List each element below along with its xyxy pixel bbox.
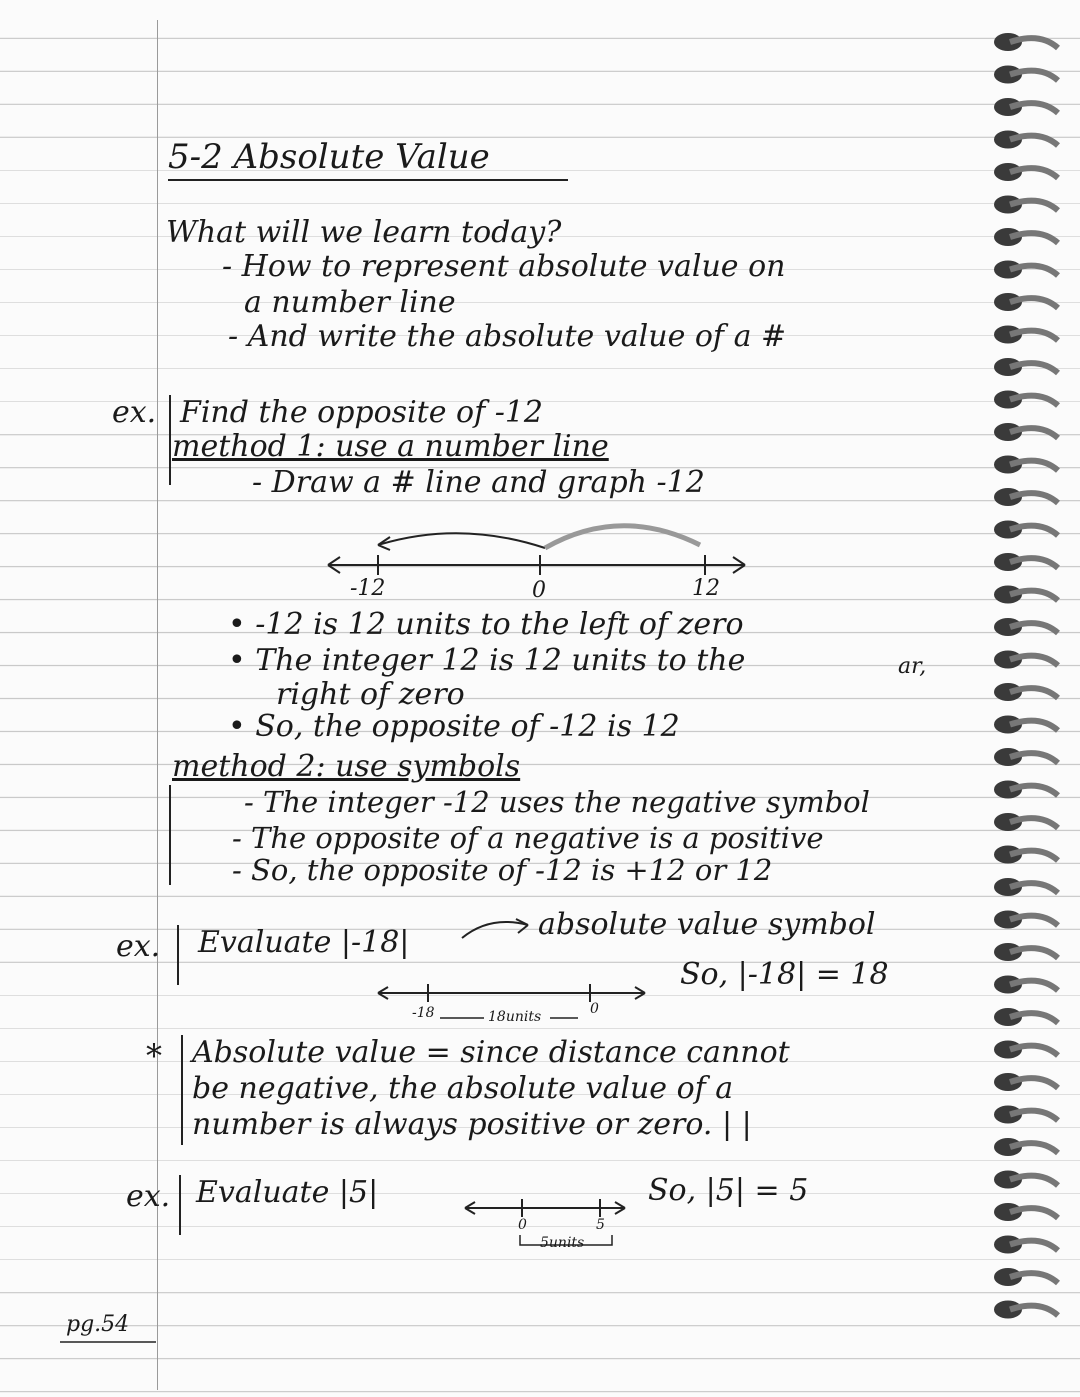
example-2-result: So, |-18| = 18 xyxy=(680,957,889,992)
example-2-annotation: absolute value symbol xyxy=(538,907,876,942)
nl3-span-label: 5units xyxy=(540,1235,585,1251)
example-2-prompt: Evaluate |-18| xyxy=(198,925,410,960)
definition-line-1: Absolute value = since distance cannot xyxy=(192,1035,790,1070)
tick-label-12: 12 xyxy=(692,576,720,601)
method-2-step-3: - So, the opposite of -12 is +12 or 12 xyxy=(232,853,773,887)
nl2-span-label: 18units xyxy=(488,1009,542,1025)
method-1-bullet-2: • The integer 12 is 12 units to the xyxy=(228,643,746,678)
example-2-label: ex. xyxy=(116,929,161,964)
example-3-result: So, |5| = 5 xyxy=(648,1173,809,1208)
page-title: 5-2 Absolute Value xyxy=(168,137,490,177)
nl2-right-label: 0 xyxy=(590,1001,599,1017)
nl3-left-label: 0 xyxy=(518,1217,527,1233)
stray-mark: ar, xyxy=(898,654,927,679)
nl2-left-label: -18 xyxy=(412,1005,435,1021)
definition-line-2: be negative, the absolute value of a xyxy=(192,1071,734,1106)
objective-item-3: - And write the absolute value of a # xyxy=(228,319,787,354)
method-2-heading: method 2: use symbols xyxy=(172,749,521,784)
tick-label-neg12: -12 xyxy=(350,576,386,601)
method-1-step: - Draw a # line and graph -12 xyxy=(252,465,705,500)
objective-item-2: a number line xyxy=(244,285,456,320)
method-1-bullet-3: • So, the opposite of -12 is 12 xyxy=(228,709,680,744)
page-number-underline xyxy=(60,1340,160,1344)
method-1-bullet-2-cont: right of zero xyxy=(276,677,465,712)
tick-label-zero: 0 xyxy=(532,578,546,603)
example-3-label: ex. xyxy=(126,1179,171,1214)
method-1-bullet-1: • -12 is 12 units to the left of zero xyxy=(228,607,744,642)
definition-line-3: number is always positive or zero. | | xyxy=(192,1107,752,1142)
example-1-label: ex. xyxy=(112,395,157,430)
objectives-question: What will we learn today? xyxy=(166,215,562,250)
page-number: pg.54 xyxy=(66,1312,130,1337)
method-1-heading: method 1: use a number line xyxy=(172,429,609,464)
example-3-prompt: Evaluate |5| xyxy=(196,1175,379,1210)
definition-marker: * xyxy=(146,1037,162,1075)
method-2-step-1: - The integer -12 uses the negative symbol xyxy=(244,785,870,819)
method-2-step-2: - The opposite of a negative is a positive xyxy=(232,821,824,855)
example-1-prompt: Find the opposite of -12 xyxy=(180,395,544,430)
nl3-right-label: 5 xyxy=(596,1217,605,1233)
objective-item-1: - How to represent absolute value on xyxy=(222,249,786,284)
